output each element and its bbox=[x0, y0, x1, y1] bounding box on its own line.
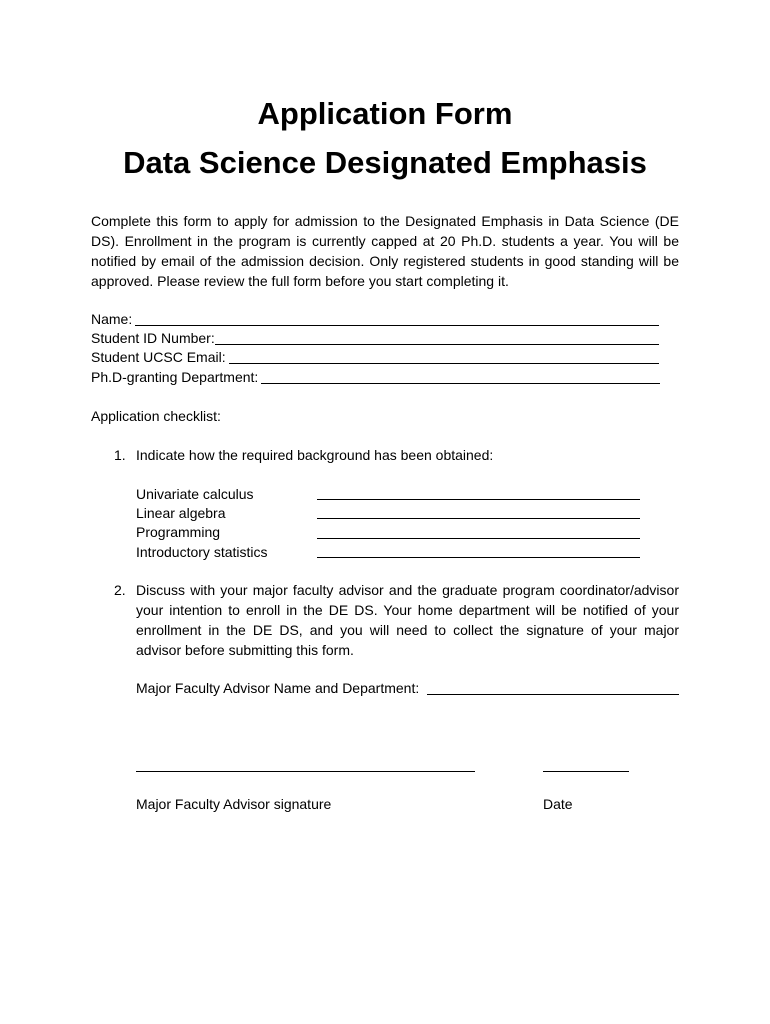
student-id-field[interactable] bbox=[91, 328, 659, 348]
form-subtitle: Data Science Designated Emphasis bbox=[123, 145, 647, 180]
date-label: Date bbox=[543, 796, 573, 812]
background-linear-algebra-blank-line[interactable] bbox=[317, 518, 640, 519]
background-calculus-label: Univariate calculus bbox=[136, 486, 254, 502]
background-programming-blank-line[interactable] bbox=[317, 538, 640, 539]
background-linear-algebra-label: Linear algebra bbox=[136, 505, 226, 521]
background-calculus-blank-line[interactable] bbox=[317, 499, 640, 500]
student-id-blank-line[interactable] bbox=[215, 344, 659, 345]
intro-paragraph: Complete this form to apply for admission to the Designated Emphasis in Data Science (DE DS). Enrollment in the program is currently capped at 20 Ph.D. students a year. You will be notified by email of the admission decision. Only registered students in good standing will be approved. Please review the full form before you start completing it. bbox=[91, 213, 679, 289]
student-id-label: Student ID Number: bbox=[91, 330, 215, 346]
checklist-item-2-number: 2. bbox=[114, 582, 126, 598]
advisor-signature-blank-line[interactable] bbox=[136, 771, 475, 772]
department-field[interactable] bbox=[91, 367, 660, 387]
background-statistics-blank-line[interactable] bbox=[317, 557, 640, 558]
student-email-blank-line[interactable] bbox=[229, 363, 659, 364]
advisor-name-label: Major Faculty Advisor Name and Department: bbox=[136, 680, 420, 696]
student-email-field[interactable] bbox=[91, 347, 659, 367]
date-blank-line[interactable] bbox=[543, 771, 629, 772]
department-blank-line[interactable] bbox=[261, 383, 660, 384]
department-label: Ph.D-granting Department: bbox=[91, 369, 259, 385]
advisor-name-field[interactable] bbox=[136, 678, 679, 698]
checklist-item-1-text: Indicate how the required background has been obtained: bbox=[136, 447, 494, 463]
name-field[interactable] bbox=[91, 309, 659, 329]
background-programming-label: Programming bbox=[136, 524, 221, 540]
background-statistics-label: Introductory statistics bbox=[136, 544, 268, 560]
checklist-item-1-number: 1. bbox=[114, 447, 126, 463]
checklist-item-2-text: Discuss with your major faculty advisor and the graduate program coordinator/advisor your intention to enroll in the DE DS. Your home department will be notified of your enrollment in the DE DS, and you will need to collect the signature of your major advisor before submitting this form. bbox=[136, 582, 679, 658]
advisor-name-blank-line[interactable] bbox=[427, 694, 679, 695]
student-email-label: Student UCSC Email: bbox=[91, 349, 226, 365]
name-blank-line[interactable] bbox=[135, 325, 659, 326]
name-label: Name: bbox=[91, 311, 133, 327]
form-title: Application Form bbox=[257, 96, 513, 131]
advisor-signature-label: Major Faculty Advisor signature bbox=[136, 796, 332, 812]
checklist-heading: Application checklist: bbox=[91, 408, 221, 424]
